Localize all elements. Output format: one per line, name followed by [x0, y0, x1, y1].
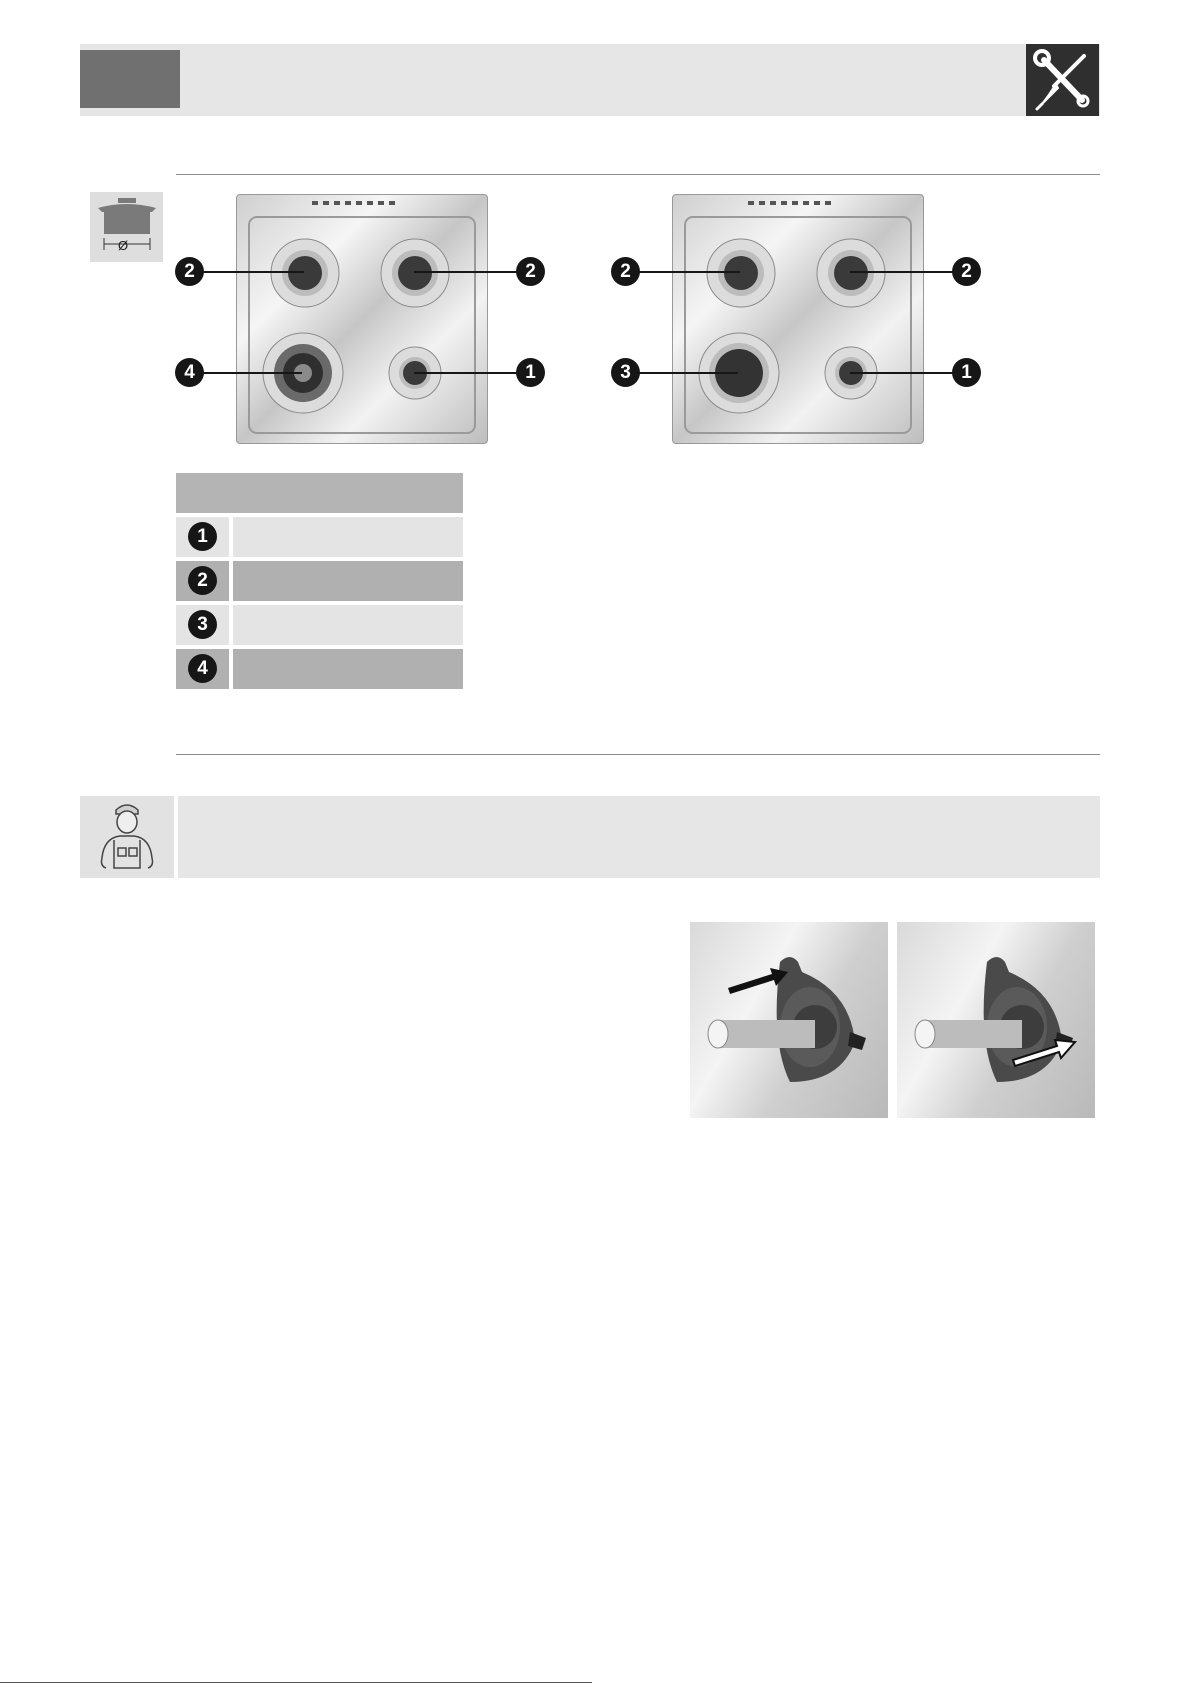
legend-cell [233, 605, 463, 645]
legend-number: 1 [188, 522, 217, 551]
callout-right-bottom-left: 3 [611, 358, 640, 387]
valve-drawing [690, 922, 888, 1118]
callout-right-top-left: 2 [611, 257, 640, 286]
pot-icon-box [90, 192, 163, 262]
photo-valve-step-1 [690, 922, 888, 1118]
hob-diagram-right [672, 194, 924, 444]
photo-valve-step-2 [897, 922, 1095, 1118]
legend-cell [233, 561, 463, 601]
legend-number: 2 [188, 566, 217, 595]
legend-number: 4 [188, 654, 217, 683]
burner-top-left [271, 239, 339, 307]
leader-line [850, 372, 954, 374]
legend-row [176, 649, 463, 689]
leader-line [636, 271, 740, 273]
leader-line [200, 372, 302, 374]
legend-row [176, 561, 463, 601]
chapter-block [80, 50, 180, 108]
hob-right-drawing [673, 195, 923, 443]
technician-icon-box [80, 796, 174, 878]
legend-cell [233, 517, 463, 557]
callout-left-bottom-left: 4 [175, 358, 204, 387]
leader-line [636, 372, 738, 374]
pot-diameter-symbol: Ø [118, 238, 129, 253]
tools-icon-box [1026, 44, 1099, 116]
valve-drawing [897, 922, 1095, 1118]
callout-left-top-left: 2 [175, 257, 204, 286]
leader-line [414, 372, 518, 374]
callout-left-bottom-right: 1 [516, 358, 545, 387]
section-rule-middle [176, 754, 1100, 755]
legend-row [176, 517, 463, 557]
footer-line [0, 1682, 592, 1683]
legend-number: 3 [188, 610, 217, 639]
hob-left-drawing [237, 195, 487, 443]
burner-top-right [817, 239, 885, 307]
header-bar [80, 44, 1100, 116]
leader-line [200, 271, 304, 273]
callout-right-bottom-right: 1 [952, 358, 981, 387]
screwdriver-wrench-icon [1026, 44, 1099, 116]
callout-left-top-right: 2 [516, 257, 545, 286]
section-rule-top [176, 174, 1100, 175]
legend-header [176, 473, 463, 513]
burner-top-left [707, 239, 775, 307]
burner-top-right [381, 239, 449, 307]
callout-right-top-right: 2 [952, 257, 981, 286]
hob-diagram-left [236, 194, 488, 444]
legend-cell [233, 649, 463, 689]
legend-row [176, 605, 463, 645]
leader-line [414, 271, 518, 273]
leader-line [850, 271, 954, 273]
technician-section-bar [178, 796, 1100, 878]
technician-icon [80, 796, 174, 878]
